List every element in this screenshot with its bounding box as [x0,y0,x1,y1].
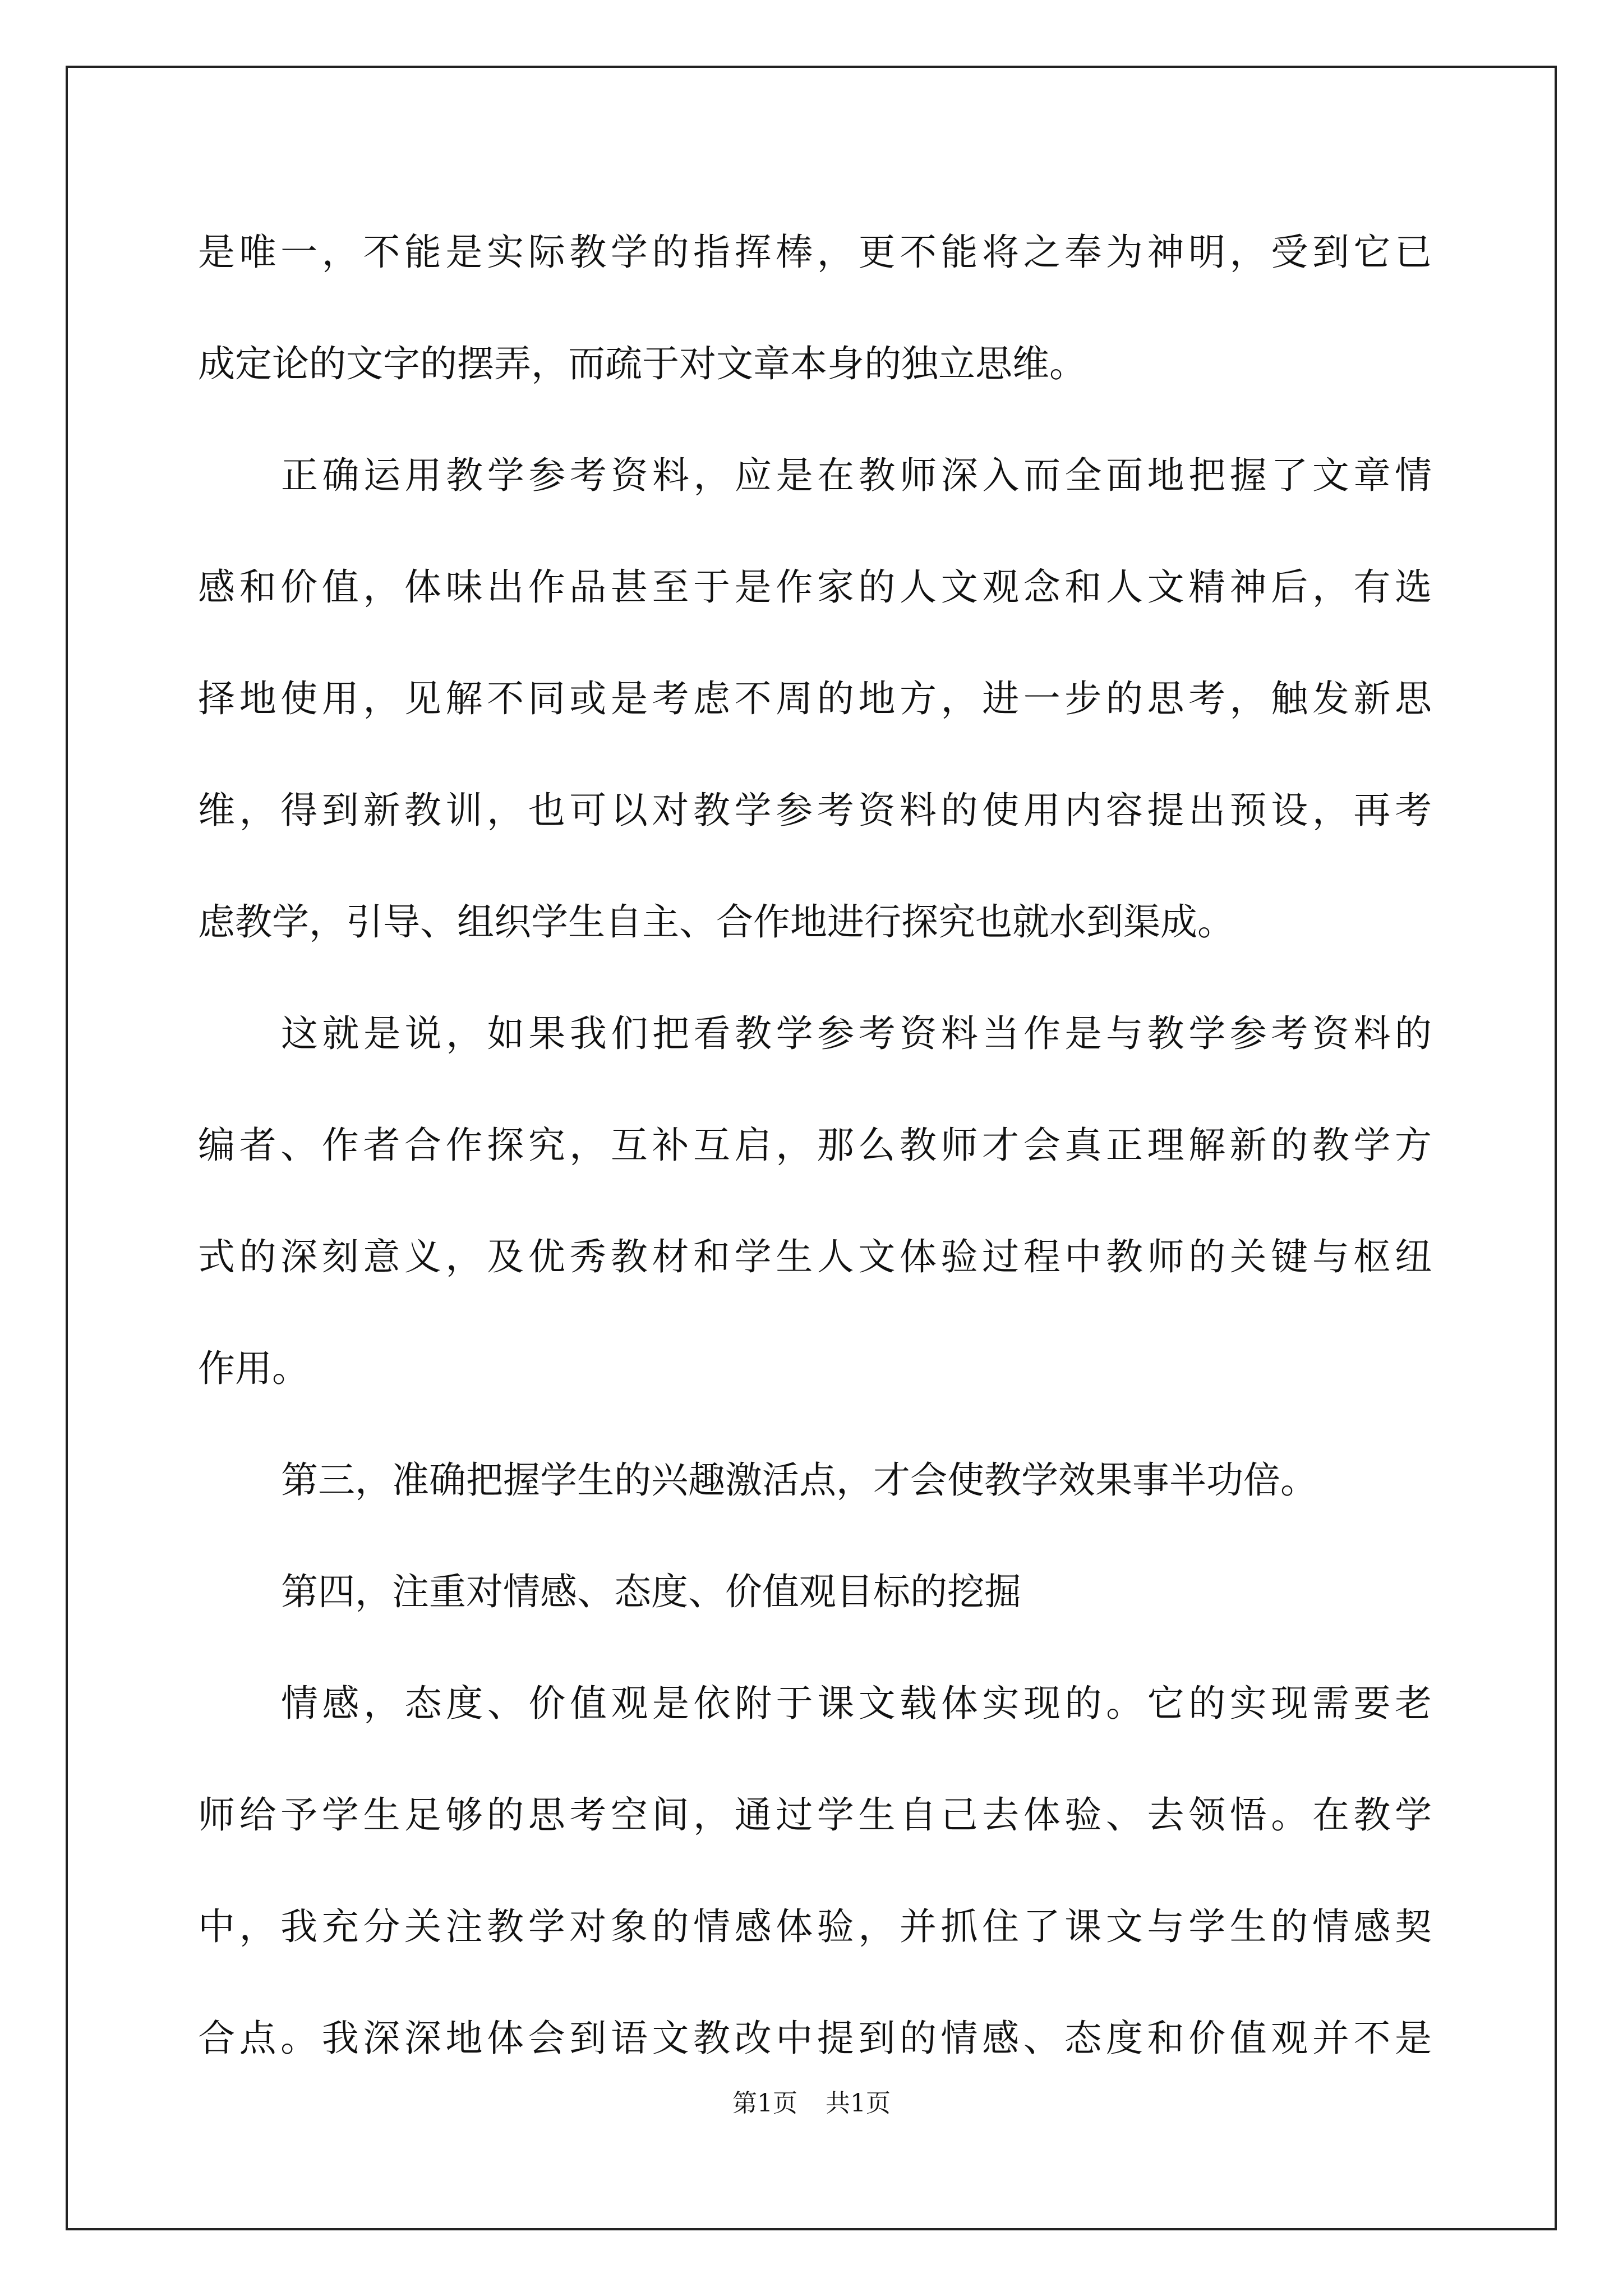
text-line: 中，我充分关注教学对象的情感体验，并抓住了课文与学生的情感契 [198,1905,1432,1948]
page-footer [0,2087,1623,2120]
document-body [198,196,1432,2094]
text-line: 师给予学生足够的思考空间，通过学生自己去体验、去领悟。在教学 [198,1793,1432,1837]
text-line: 正确运用教学参考资料，应是在教师深入而全面地把握了文章情 [281,454,1432,497]
text-line: 虑教学，引导、组织学生自主、合作地进行探究也就水到渠成。 [198,900,1234,944]
text-line: 第四，注重对情感、态度、价值观目标的挖掘 [281,1570,1021,1613]
text-line: 这就是说，如果我们把看教学参考资料当作是与教学参考资料的 [281,1012,1432,1055]
text-line: 式的深刻意义，及优秀教材和学生人文体验过程中教师的关键与枢纽 [198,1235,1432,1278]
text-line: 编者、作者合作探究，互补互启，那么教师才会真正理解新的教学方 [198,1124,1432,1167]
text-line: 成定论的文字的摆弄，而疏于对文章本身的独立思维。 [198,342,1086,385]
text-line: 是唯一，不能是实际教学的指挥棒，更不能将之奉为神明，受到它已 [198,231,1432,274]
page-total: 共1页 [826,2089,891,2118]
text-line: 第三，准确把握学生的兴趣激活点，才会使教学效果事半功倍。 [281,1458,1317,1502]
text-line: 感和价值，体味出作品甚至于是作家的人文观念和人文精神后，有选 [198,565,1432,609]
text-line: 情感，态度、价值观是依附于课文载体实现的。它的实现需要老 [281,1682,1432,1725]
text-line: 作用。 [198,1347,309,1390]
text-line: 合点。我深深地体会到语文教改中提到的情感、态度和价值观并不是 [198,2017,1432,2060]
text-line: 维，得到新教训，也可以对教学参考资料的使用内容提出预设，再考 [198,789,1432,832]
page-number: 第1页 [732,2089,797,2118]
text-line: 择地使用，见解不同或是考虑不周的地方，进一步的思考，触发新思 [198,677,1432,720]
